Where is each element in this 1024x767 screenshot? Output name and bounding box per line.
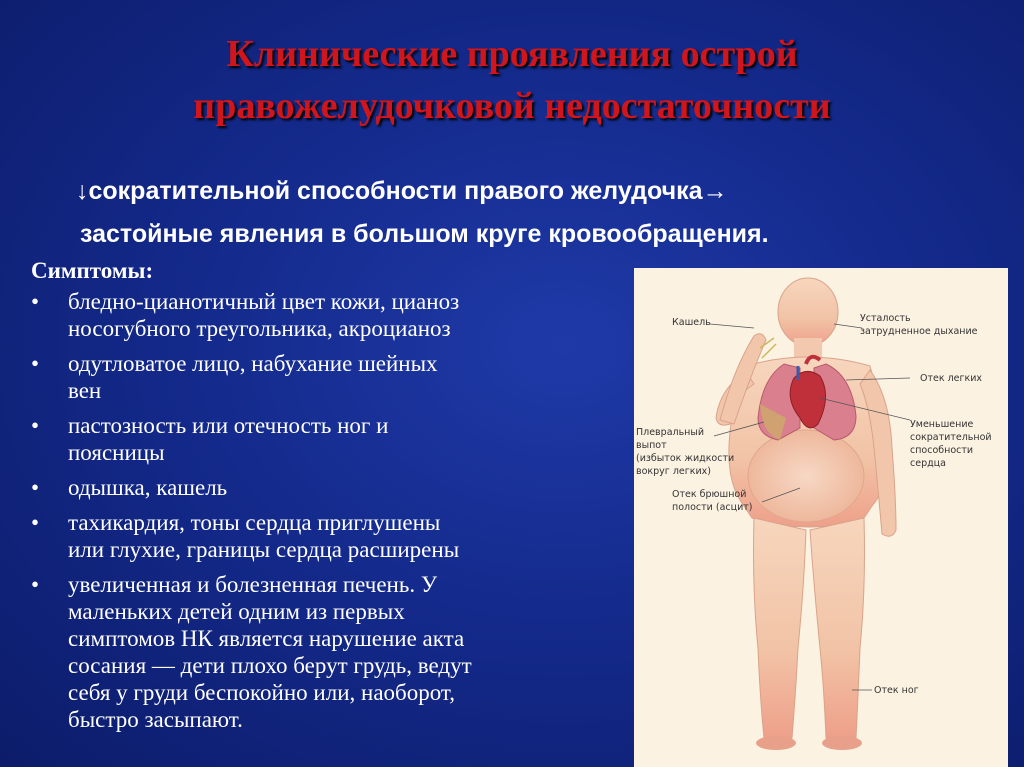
label-pleural-line: выпот (636, 440, 667, 451)
list-item-line: маленьких детей одним из первых (68, 599, 405, 624)
foot-left-shape (756, 736, 796, 750)
list-item-line: симптомов НК является нарушение акта (68, 626, 465, 651)
label-abdominal (672, 488, 753, 514)
foot-right-shape (822, 736, 862, 750)
list-item (31, 571, 591, 733)
bullet-icon: • (31, 572, 40, 597)
symptoms-heading: Симптомы: (31, 258, 154, 283)
leg-left-shape (754, 518, 807, 738)
list-item-line: одышка, кашель (68, 475, 228, 500)
list-item-line: или глухие, границы сердца расширены (68, 537, 460, 562)
label-pleural (636, 426, 734, 478)
list-item-line: одутловатое лицо, набухание шейных (68, 351, 438, 376)
label-leg-edema: Отек ног (874, 685, 919, 696)
list-item-line: вен (68, 378, 102, 403)
bullet-icon: • (31, 289, 40, 314)
list-item-line: пастозность или отечность ног и (68, 413, 389, 438)
list-item (31, 412, 591, 466)
label-pleural-line: вокруг легких) (636, 466, 711, 477)
list-item-line: себя у груди беспокойно или, наоборот, (68, 680, 456, 705)
list-item-line: сосания — дети плохо берут грудь, ведут (68, 653, 472, 678)
bullet-icon: • (31, 510, 40, 535)
body-illustration (634, 268, 1008, 767)
leader-cough (710, 324, 754, 328)
bullet-icon: • (31, 413, 40, 438)
list-item (31, 509, 591, 563)
list-item (31, 288, 591, 342)
list-item-line: тахикардия, тоны сердца приглушены (68, 510, 441, 535)
symptoms-list (31, 288, 591, 741)
list-item-line: увеличенная и болезненная печень. У (68, 572, 438, 597)
list-item-line: поясницы (68, 440, 165, 465)
subtitle-line-2: застойные явления в большом круге кровообращения. (80, 220, 769, 248)
list-item-line: носогубного треугольника, акроцианоз (68, 316, 451, 341)
label-fatigue (860, 312, 978, 338)
list-item (31, 350, 591, 404)
label-contractility (910, 418, 992, 470)
label-pleural-line: Плевральный (636, 427, 705, 438)
label-pleural-line: (избыток жидкости (636, 453, 735, 464)
slide-subtitle (76, 170, 976, 256)
label-contractility-line: сердца (910, 458, 946, 469)
belly-shape (748, 430, 864, 522)
leader-fatigue (834, 324, 862, 328)
leg-right-shape (810, 518, 865, 738)
title-line-2: правожелудочковой недостаточности (193, 85, 831, 127)
title-line-1: Клинические проявления острой (226, 33, 798, 75)
label-lung-edema: Отек легких (920, 373, 983, 384)
label-fatigue-line: затрудненное дыхание (860, 326, 978, 337)
label-fatigue-line: Усталость (860, 313, 911, 324)
label-cough: Кашель (672, 317, 711, 328)
list-item (31, 474, 591, 501)
list-item-line: бледно-цианотичный цвет кожи, цианоз (68, 289, 460, 314)
list-item-line: быстро засыпают. (68, 707, 243, 732)
label-abdominal-line: Отек брюшной (672, 489, 747, 500)
bullet-icon: • (31, 475, 40, 500)
slide-title (0, 28, 1024, 132)
label-contractility-line: сократительной (910, 432, 992, 443)
label-contractility-line: Уменьшение (910, 419, 974, 430)
body-illustration-svg (634, 268, 1008, 767)
bullet-icon: • (31, 351, 40, 376)
label-abdominal-line: полости (асцит) (672, 502, 753, 513)
subtitle-line-1: ↓сократительной способности правого желудочка→ (76, 177, 728, 205)
label-contractility-line: способности (910, 445, 974, 456)
head-shape (778, 278, 838, 346)
